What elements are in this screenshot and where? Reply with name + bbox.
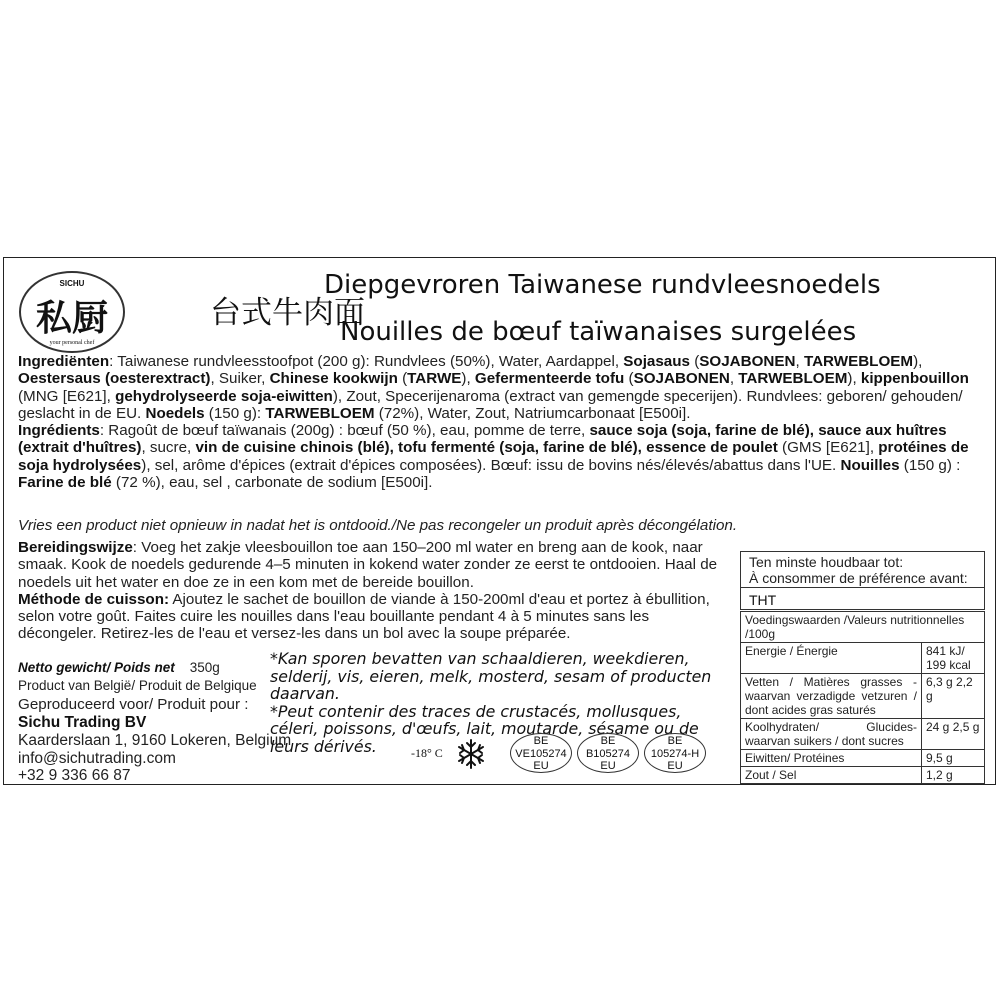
ingredient-segment: , sucre, [141,439,196,457]
best-before-labels [749,555,968,586]
ingredient-segment: kippenbouillon [860,370,969,388]
ingredient-segment: : Ragoût de bœuf taïwanais (200g) : bœuf (50 %), eau, pomme de terre, [99,422,590,440]
ingredient-segment: SOJABONEN [699,353,796,370]
nutrition-row: Vetten / Matières grasses -waarvan verzadigde vetzuren / dont acides gras saturés 6,3 g 2,2 g [741,674,985,719]
ingredient-segment: ), Zout, Specerijenaroma (extract van gemengde specerijen). Rundvlees: geboren/ gehouden/ geslacht in de EU. [18,387,963,422]
ingredient-segment: (72 %), eau, sel , carbonate de sodium [E500i]. [111,474,433,492]
ingredient-segment: , Suiker, [210,370,270,388]
ingredient-segment: Nouilles [840,456,900,474]
ingredients-french [18,422,980,491]
ingredient-segment: ), [847,370,861,388]
company-email: info@sichutrading.com [18,749,176,767]
ingredient-segment: , [795,353,804,370]
sichu-logo [18,270,126,354]
origin-text: Product van België/ Produit de Belgique [18,678,257,693]
nutrition-table [740,611,985,784]
ingredient-segment: ), sel, arôme d'épices (extrait d'épices composées). Bœuf: issu de bovins nés/élevés/abattus dans l'UE. [141,456,841,474]
title-dutch: Diepgevroren Taiwanese rundvleesnoedels [324,270,881,300]
ingredient-segment: SOJABONEN [633,370,730,388]
net-weight-value: 350g [189,660,220,675]
ingredient-segment: : Taiwanese rundvleesstoofpot (200 g): Rundvlees (50%), Water, Aardappel, [109,353,624,370]
ingredients-block [18,353,980,491]
nutrition-row: Koolhydraten/ Glucides- waarvan suikers / dont sucres 24 g 2,5 g [741,719,985,750]
nutrition-row: Zout / Sel 1,2 g [741,767,985,784]
logo-brand-text: SICHU [59,279,85,288]
title-chinese: 台式牛肉面 [210,295,365,331]
ingredient-segment: Gefermenteerde tofu [474,370,625,388]
ingredient-segment: ( [397,370,408,388]
nutrition-header: Voedingswaarden /Valeurs nutritionnelles /100g [741,612,985,643]
ingredient-segment: (MNG [E621], [18,387,116,405]
company-name: Sichu Trading BV [18,714,147,731]
ingredient-segment: TARWEBLOEM [738,370,848,388]
ingredient-segment: ( [624,370,634,388]
ingredient-segment: TARWEBLOEM [265,404,375,422]
nutrition-row: Eiwitten/ Protéines 9,5 g [741,750,985,767]
ingredient-segment: ), [461,370,475,388]
ingredient-segment: Noedels [145,404,205,422]
ingredient-segment: (150 g): [204,404,266,422]
ingredient-segment: (150 g) : [899,456,961,474]
ingredients-dutch [18,353,980,422]
nutrition-row: Energie / Énergie 841 kJ/ 199 kcal [741,643,985,674]
ingredient-segment: Chinese kookwijn [269,370,398,388]
ingredient-segment: protéines de soja hydrolysées [18,439,969,474]
ingredient-segment: TARWE [407,370,462,388]
company-phone: +32 9 336 66 87 [18,767,131,785]
ingredient-segment: gehydrolyseerde soja-eiwitten [115,387,333,405]
ingredient-segment: Farine de blé [18,474,112,492]
ingredient-segment: vin de cuisine chinois (blé), tofu fermenté (soja, farine de blé), essence de poulet [195,439,778,457]
allergen-french: *Peut contenir des traces de crustacés, mollusques, céleri, poissons, d'œufs, lait, moutarde, sésame ou de leurs dérivés. [270,701,699,756]
preparation-french-text: Ajoutez le sachet de bouillon de viande à 150-200ml d'eau et portez à ébullition, selon votre goût. Faites cuire les nouilles dans l'eau bouillante pendant 4 à 5 minutes sans les décongeler. Retirez-les de l'eau et versez-les dans un bol avec la soupe préparée. [18,590,710,643]
ingredient-segment: ( [689,353,700,370]
preparation-french [18,591,718,643]
ingredient-segment: Ingrédients [18,422,100,440]
preparation-french-label: Méthode de cuisson: [18,590,170,608]
preparation-dutch-label: Bereidingswijze [18,539,133,556]
ingredient-segment: Oestersaus (oesterextract) [18,370,211,388]
ingredient-segment: ), [913,353,923,370]
best-before-box [740,551,985,610]
ingredient-segment: (72%), Water, Zout, Natriumcarbonaat [E500i]. [374,404,691,422]
preparation-dutch-text: : Voeg het zakje vleesbouillon toe aan 150–200 ml water en breng aan de kook, naar smaak. Kook de noedels gedurende 4–5 minuten in kokend water zonder ze eerst te ontdooien. Haal de noedels uit het water en doe ze in een kom met de bereide bouillon. [18,539,718,591]
produced-for-text: Geproduceerd voor/ Produit pour : [18,696,249,713]
title-french: Nouilles de bœuf taïwanaises surgelées [340,317,857,347]
best-before-date: THT [749,592,777,608]
approval-mark: BE 105274-H EU [644,733,706,773]
storage-temperature: -18° C [411,746,443,760]
logo-chars: 私厨 [35,297,109,339]
net-weight-label: Netto gewicht/ Poids net [18,660,175,675]
company-address: Kaarderslaan 1, 9160 Lokeren, Belgium [18,731,292,749]
approval-mark: BE B105274 EU [577,733,639,773]
preparation-dutch [18,539,718,591]
ingredient-segment: , [729,370,739,388]
ingredient-segment: TARWEBLOEM [803,353,914,370]
preparation-block [18,539,718,643]
approval-mark: BE VE105274 EU [510,733,572,773]
best-before-dutch: Ten minste houdbaar tot: [749,554,904,570]
best-before-french: À consommer de préférence avant: [749,569,968,586]
ingredient-segment: sauce soja (soja, farine de blé), sauce aux huîtres (extrait d'huîtres) [18,422,947,457]
allergen-dutch: *Kan sporen bevatten van schaaldieren, weekdieren, selderij, vis, eieren, melk, mosterd, sesam of producten daarvan. [270,649,712,703]
snowflake-icon [455,738,487,770]
refreeze-warning: Vries een product niet opnieuw in nadat het is ontdooid./Ne pas recongeler un produit après décongélation. [18,517,738,534]
ingredient-segment: (GMS [E621], [777,439,879,457]
logo-tagline: your personal chef [49,340,95,346]
net-weight [18,660,220,676]
ingredient-segment: Ingrediënten [18,353,110,370]
nutrition-header-row [741,612,985,643]
company-block [18,714,291,785]
ingredient-segment: Sojasaus [623,353,690,370]
